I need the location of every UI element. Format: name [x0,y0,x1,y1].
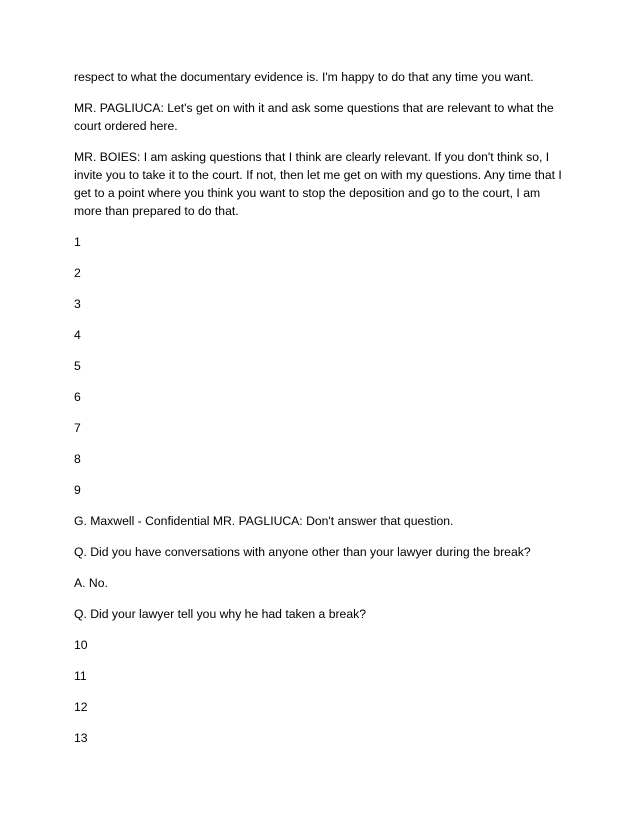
line-number: 4 [74,328,81,342]
line-number: 1 [74,235,81,249]
line-number: 2 [74,266,81,280]
transcript-paragraph: G. Maxwell - Confidential MR. PAGLIUCA: Don't answer that question. [74,514,454,528]
transcript-paragraph: MR. PAGLIUCA: Let's get on with it and ask some questions that are relevant to what the court ordered here. [74,101,554,133]
line-number: 5 [74,359,81,373]
transcript-paragraph: A. No. [74,576,108,590]
transcript-page [74,68,566,760]
line-number: 9 [74,483,81,497]
line-number: 7 [74,421,81,435]
line-number: 6 [74,390,81,404]
transcript-paragraph: Q. Did your lawyer tell you why he had taken a break? [74,607,366,621]
line-number: 8 [74,452,81,466]
transcript-paragraph: Q. Did you have conversations with anyone other than your lawyer during the break? [74,545,531,559]
line-number: 11 [74,669,87,683]
transcript-paragraph: respect to what the documentary evidence is. I'm happy to do that any time you want. [74,70,534,84]
line-number: 12 [74,700,88,714]
transcript-paragraph: MR. BOIES: I am asking questions that I think are clearly relevant. If you don't think so, I invite you to take it to the court. If not, then let me get on with my questions. Any time that I get to a point where you think you want to stop the deposition and go to the court, I am more than prepared to do that. [74,150,562,218]
line-number: 13 [74,731,88,745]
line-number: 3 [74,297,81,311]
line-number: 10 [74,638,88,652]
